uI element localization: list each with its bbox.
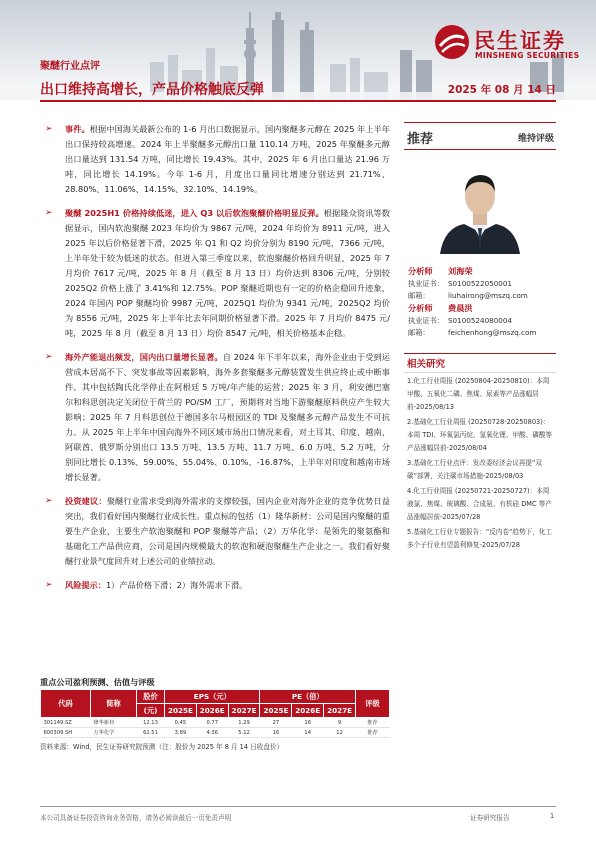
related-research-title: 相关研究 [404, 353, 556, 373]
analyst-2-email-row [408, 328, 536, 338]
cell-eps: 4.36 [196, 728, 228, 738]
title-divider [40, 100, 556, 102]
cert-value: S0100524080004 [448, 316, 513, 325]
related-item[interactable]: 1.化工行业周报 (20250804-20250810)：本周甲酸、五氧化二磷、焦煤、尿素等产品涨幅居前-2025/08/13 [407, 377, 550, 411]
rating-label: 维持评级 [517, 134, 554, 144]
analyst-1-email-row [408, 291, 528, 301]
report-title: 出口维持高增长，产品价格触底反弹 [40, 82, 264, 98]
col-year: 2026E [292, 704, 324, 718]
col-rating: 评级 [356, 690, 390, 718]
col-name: 简称 [91, 690, 137, 718]
col-year: 2027E [324, 704, 356, 718]
paragraph-lead: 海外产能退出频发，国内出口量增长显著。 [65, 352, 223, 362]
cell-eps: 3.89 [165, 728, 197, 738]
footer-doc-type: 证券研究报告 [470, 814, 510, 822]
paragraph-text: 聚醚行业需求受到海外需求的支撑较强，国内企业对海外企业的竞争优势日益突出，我们看好国内聚醚行业成长性。重点标的包括（1）隆华新材：公司是国内聚醚的重要生产企业，主要生产软泡聚醚和 POP 聚醚等产品；（2）万华化学：是领先的聚氨酯和基础化工产品供应商，公司是国内规模最大的软泡和硬泡聚醚生产企业之一。我们看好聚醚行业景气度回升对上述公司的业绩拉动。 [65, 496, 390, 566]
analyst-name: 刘海荣 [448, 266, 473, 276]
sidebar [404, 122, 556, 337]
cell-pe: 16 [292, 718, 324, 728]
table-row [41, 728, 390, 738]
paragraph-price [40, 206, 390, 341]
arrow-bullet-icon: ➢ [45, 580, 53, 590]
cell-price: 12.13 [137, 718, 165, 728]
cell-name: 隆华新材 [91, 718, 137, 728]
analyst-role: 分析师 [408, 303, 433, 313]
footer-divider [40, 806, 556, 807]
cell-code: 600309.SH [41, 728, 91, 738]
company-logo [434, 24, 584, 64]
col-price: 股价 [137, 690, 165, 704]
paragraph-text: 1）产品价格下滑；2）海外需求下滑。 [105, 580, 248, 590]
paragraph-lead: 事件。 [65, 124, 90, 134]
analyst-2-cert-row [408, 316, 512, 326]
paragraph-event [40, 122, 390, 197]
minsheng-logo-icon [434, 24, 470, 60]
forecast-table [40, 689, 390, 738]
arrow-bullet-icon: ➢ [45, 208, 53, 218]
related-item[interactable]: 3.基础化工行业点评：发改委经济会议再提“双碳”部署，关注碳市场措施-2025/08/03 [407, 459, 542, 480]
related-research [404, 353, 556, 552]
cell-eps: 0.45 [165, 718, 197, 728]
email-value[interactable]: feichenhong@mszq.com [448, 328, 537, 337]
analyst-1-name-row [408, 266, 473, 277]
col-code: 代码 [41, 690, 91, 718]
email-label: 邮箱： [408, 291, 430, 300]
email-label: 邮箱： [408, 328, 430, 337]
cert-value: S0100522050001 [448, 279, 513, 288]
cell-rating: 推荐 [356, 728, 390, 738]
paragraph-investment [40, 494, 390, 569]
logo-text-en: MINSHENG SECURITIES [475, 51, 580, 60]
col-price-unit: (元) [137, 704, 165, 718]
cell-rating: 推荐 [356, 718, 390, 728]
analyst-role: 分析师 [408, 266, 433, 276]
rating-box [404, 122, 556, 150]
cert-label: 执业证书： [408, 316, 444, 325]
footer-disclaimer: 本公司具备证券投资咨询业务资格，请务必阅读最后一页免责声明 [40, 814, 232, 822]
col-year: 2027E [228, 704, 260, 718]
paragraph-text: 根据中国海关最新公布的 1-6 月出口数据显示，国内聚醚多元醇在 2025 年上半年出口保持较高增速。2024 年上半聚醚多元醇出口量 110.14 万吨，2025 年聚醚多元醇出口量达到 131.54 万吨，同比增长 19.43%。其中，2025 年 6 月出口量达 21.96 万吨，同比增长 14.19%。今年 1-6 月，月度出口量同比增速分别达到 21.71%、28.80%、11.06%、14.15%、32.10%、14.19%。 [65, 124, 390, 194]
col-year: 2026E [196, 704, 228, 718]
analyst-name: 费晨洪 [448, 303, 473, 313]
related-item[interactable]: 4.化工行业周报 (20250721-20250727)：本周液氯、焦煤、玻璃酸、合成氨、有机硅 DMC 等产品涨幅居前-2025/07/28 [407, 487, 552, 521]
paragraph-risk [40, 578, 390, 593]
page-number: 1 [550, 812, 555, 820]
cell-name: 万华化学 [91, 728, 137, 738]
header-banner [0, 0, 596, 100]
rating: 推荐 [407, 132, 434, 147]
cert-label: 执业证书： [408, 279, 444, 288]
cell-eps: 5.12 [228, 728, 260, 738]
col-year: 2025E [165, 704, 197, 718]
col-pe: PE（倍） [260, 690, 356, 704]
table-source: 资料来源：Wind，民生证券研究院预测（注：股价为 2025 年 8 月 14 日收盘价） [40, 743, 284, 751]
main-content [40, 122, 390, 602]
cell-eps: 0.77 [196, 718, 228, 728]
arrow-bullet-icon: ➢ [45, 496, 53, 506]
cell-pe: 16 [260, 728, 292, 738]
arrow-bullet-icon: ➢ [45, 124, 53, 134]
report-date: 2025 年 08 月 14 日 [447, 84, 556, 96]
paragraph-lead: 投资建议： [65, 496, 107, 506]
paragraph-overseas [40, 350, 390, 485]
analyst-1-cert-row [408, 279, 512, 289]
cell-eps: 1.29 [228, 718, 260, 728]
related-item[interactable]: 5.基础化工行业专题报告：“反内卷”趋势下，化工多个子行业有望盈利修复-2025/07/28 [407, 528, 552, 549]
analyst-photo [434, 162, 526, 254]
table-row [41, 718, 390, 728]
report-type: 聚醚行业点评 [40, 61, 100, 72]
arrow-bullet-icon: ➢ [45, 352, 53, 362]
cell-code: 301149.SZ [41, 718, 91, 728]
paragraph-text: 自 2024 年下半年以来，海外企业由于受到运营成本居高不下、突发事故等因素影响，海外多套聚醚多元醇装置发生供应终止或中断事件。其中包括陶氏化学停止在阿根廷 5 万吨/年产能的运营；2025 年 3 月，利安德巴塞尔和科思创决定关闭位于荷兰的 PO/SM 工厂，预期将对当地下游聚醚原料供应产生较大影响；2025 年 7 月科思创位于德国多尔马根园区的 TDI 及聚醚多元醇产品发生不可抗力。从 2025 年上半年中国向海外不同区域市场出口情况来看，对土耳其、印度、越南、阿联酋、俄罗斯分别出口 13.5 万吨、13.5 万吨、11.7 万吨、6.0 万吨、5.2 万吨，分别同比增长 0.13%、59.00%、55.04%、0.10%、-16.87%，上半年对印度和越南市场增长显著。 [65, 352, 390, 482]
col-eps: EPS（元） [165, 690, 260, 704]
paragraph-text: 根据隆众资讯等数据显示，国内软泡聚醚 2023 年均价为 9867 元/吨，2024 年均价为 8911 元/吨，进入 2025 年以后价格显著下滑，2025 年 Q1 和 Q2 均价分别为 8190 元/吨，7366 元/吨，上半年处于较为低迷的状态。但进入第三季度以来，软泡聚醚价格回升明显，2025 年 7 月均价 7617 元/吨，2025 年 8 月（截至 8 月 13 日）均价达到 8306 元/吨，分别较 2025Q2 价格上涨了 3.41%和 12.75%。POP 聚醚近期也有一定的价格企稳回升迹象，2024 年国内 POP 聚醚均价 9987 元/吨，2025Q1 均价为 9341 元/吨，2025Q2 均价为 8556 元/吨，2025 年上半年比去年同期价格显著下滑。2025 年 7 月均价 8475 元/吨，2025 年 8 月（截至 8 月 13 日）均价 8547 元/吨，相关价格基本企稳。 [65, 208, 390, 338]
cell-pe: 9 [324, 718, 356, 728]
paragraph-lead: 风险提示： [65, 580, 106, 590]
cell-pe: 12 [324, 728, 356, 738]
related-item[interactable]: 2.基础化工行业周报 (20250728-20250803)：本周 TDI、环氧氯丙烷、氢氧化锂、甲酸、磷酸等产品涨幅居前-2025/08/04 [407, 418, 553, 452]
analyst-2-name-row [408, 303, 473, 314]
cell-pe: 27 [260, 718, 292, 728]
col-year: 2025E [260, 704, 292, 718]
table-title: 重点公司盈利预测、估值与评级 [40, 677, 155, 687]
logo-text-cn: 民生证券 [474, 29, 566, 53]
email-value[interactable]: liuhairong@mszq.com [448, 291, 528, 300]
cell-price: 62.51 [137, 728, 165, 738]
paragraph-lead: 聚醚 2025H1 价格持续低迷，进入 Q3 以后软泡聚醚价格明显反弹。 [65, 208, 324, 218]
cell-pe: 14 [292, 728, 324, 738]
